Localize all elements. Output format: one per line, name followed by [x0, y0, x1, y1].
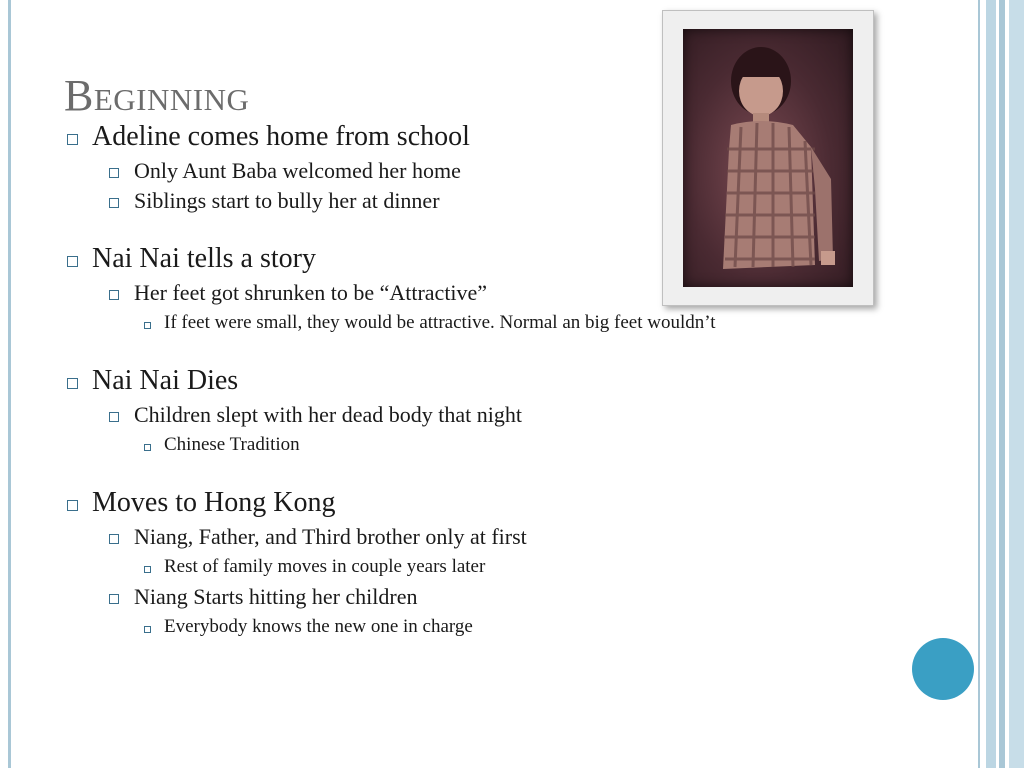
- list-item: [62, 430, 922, 460]
- list-item: [62, 278, 922, 308]
- square-bullet-icon: [109, 534, 119, 544]
- decorative-circle: [912, 638, 974, 700]
- square-bullet-icon: [144, 444, 151, 451]
- left-border-line: [8, 0, 11, 768]
- list-item: [62, 612, 922, 642]
- bullet-text: Rest of family moves in couple years later: [164, 556, 486, 577]
- bullet-text: Everybody knows the new one in charge: [164, 616, 473, 637]
- bullet-text: Her feet got shrunken to be “Attractive”: [134, 280, 488, 305]
- square-bullet-icon: [67, 134, 78, 145]
- square-bullet-icon: [144, 322, 151, 329]
- square-bullet-icon: [67, 256, 78, 267]
- list-item: [62, 400, 922, 430]
- square-bullet-icon: [109, 198, 119, 208]
- list-item: [62, 582, 922, 612]
- bullet-text: Chinese Tradition: [164, 434, 300, 455]
- square-bullet-icon: [109, 290, 119, 300]
- bullet-text: Only Aunt Baba welcomed her home: [134, 158, 461, 183]
- square-bullet-icon: [109, 412, 119, 422]
- bullet-text: Nai Nai tells a story: [92, 243, 316, 274]
- square-bullet-icon: [109, 594, 119, 604]
- bullet-text: Adeline comes home from school: [92, 121, 470, 152]
- square-bullet-icon: [67, 378, 78, 389]
- list-item: [62, 522, 922, 552]
- list-item: [62, 118, 922, 156]
- bullet-text: If feet were small, they would be attractive. Normal an big feet wouldn’t: [164, 312, 716, 333]
- square-bullet-icon: [109, 168, 119, 178]
- bullet-text: Niang, Father, and Third brother only at first: [134, 524, 527, 549]
- bullet-text: Siblings start to bully her at dinner: [134, 188, 440, 213]
- bullet-text: Moves to Hong Kong: [92, 487, 336, 518]
- list-item: [62, 362, 922, 400]
- list-item: [62, 240, 922, 278]
- right-striped-border: [978, 0, 1024, 768]
- list-item: [62, 156, 922, 186]
- square-bullet-icon: [144, 626, 151, 633]
- bullet-list: [62, 118, 922, 642]
- list-item: [62, 552, 922, 582]
- list-item: [62, 484, 922, 522]
- list-item: [62, 308, 922, 338]
- bullet-text: Children slept with her dead body that night: [134, 402, 522, 427]
- slide-title: Beginning: [64, 71, 250, 120]
- square-bullet-icon: [144, 566, 151, 573]
- bullet-text: Nai Nai Dies: [92, 365, 239, 396]
- square-bullet-icon: [67, 500, 78, 511]
- list-item: [62, 186, 922, 216]
- bullet-text: Niang Starts hitting her children: [134, 584, 418, 609]
